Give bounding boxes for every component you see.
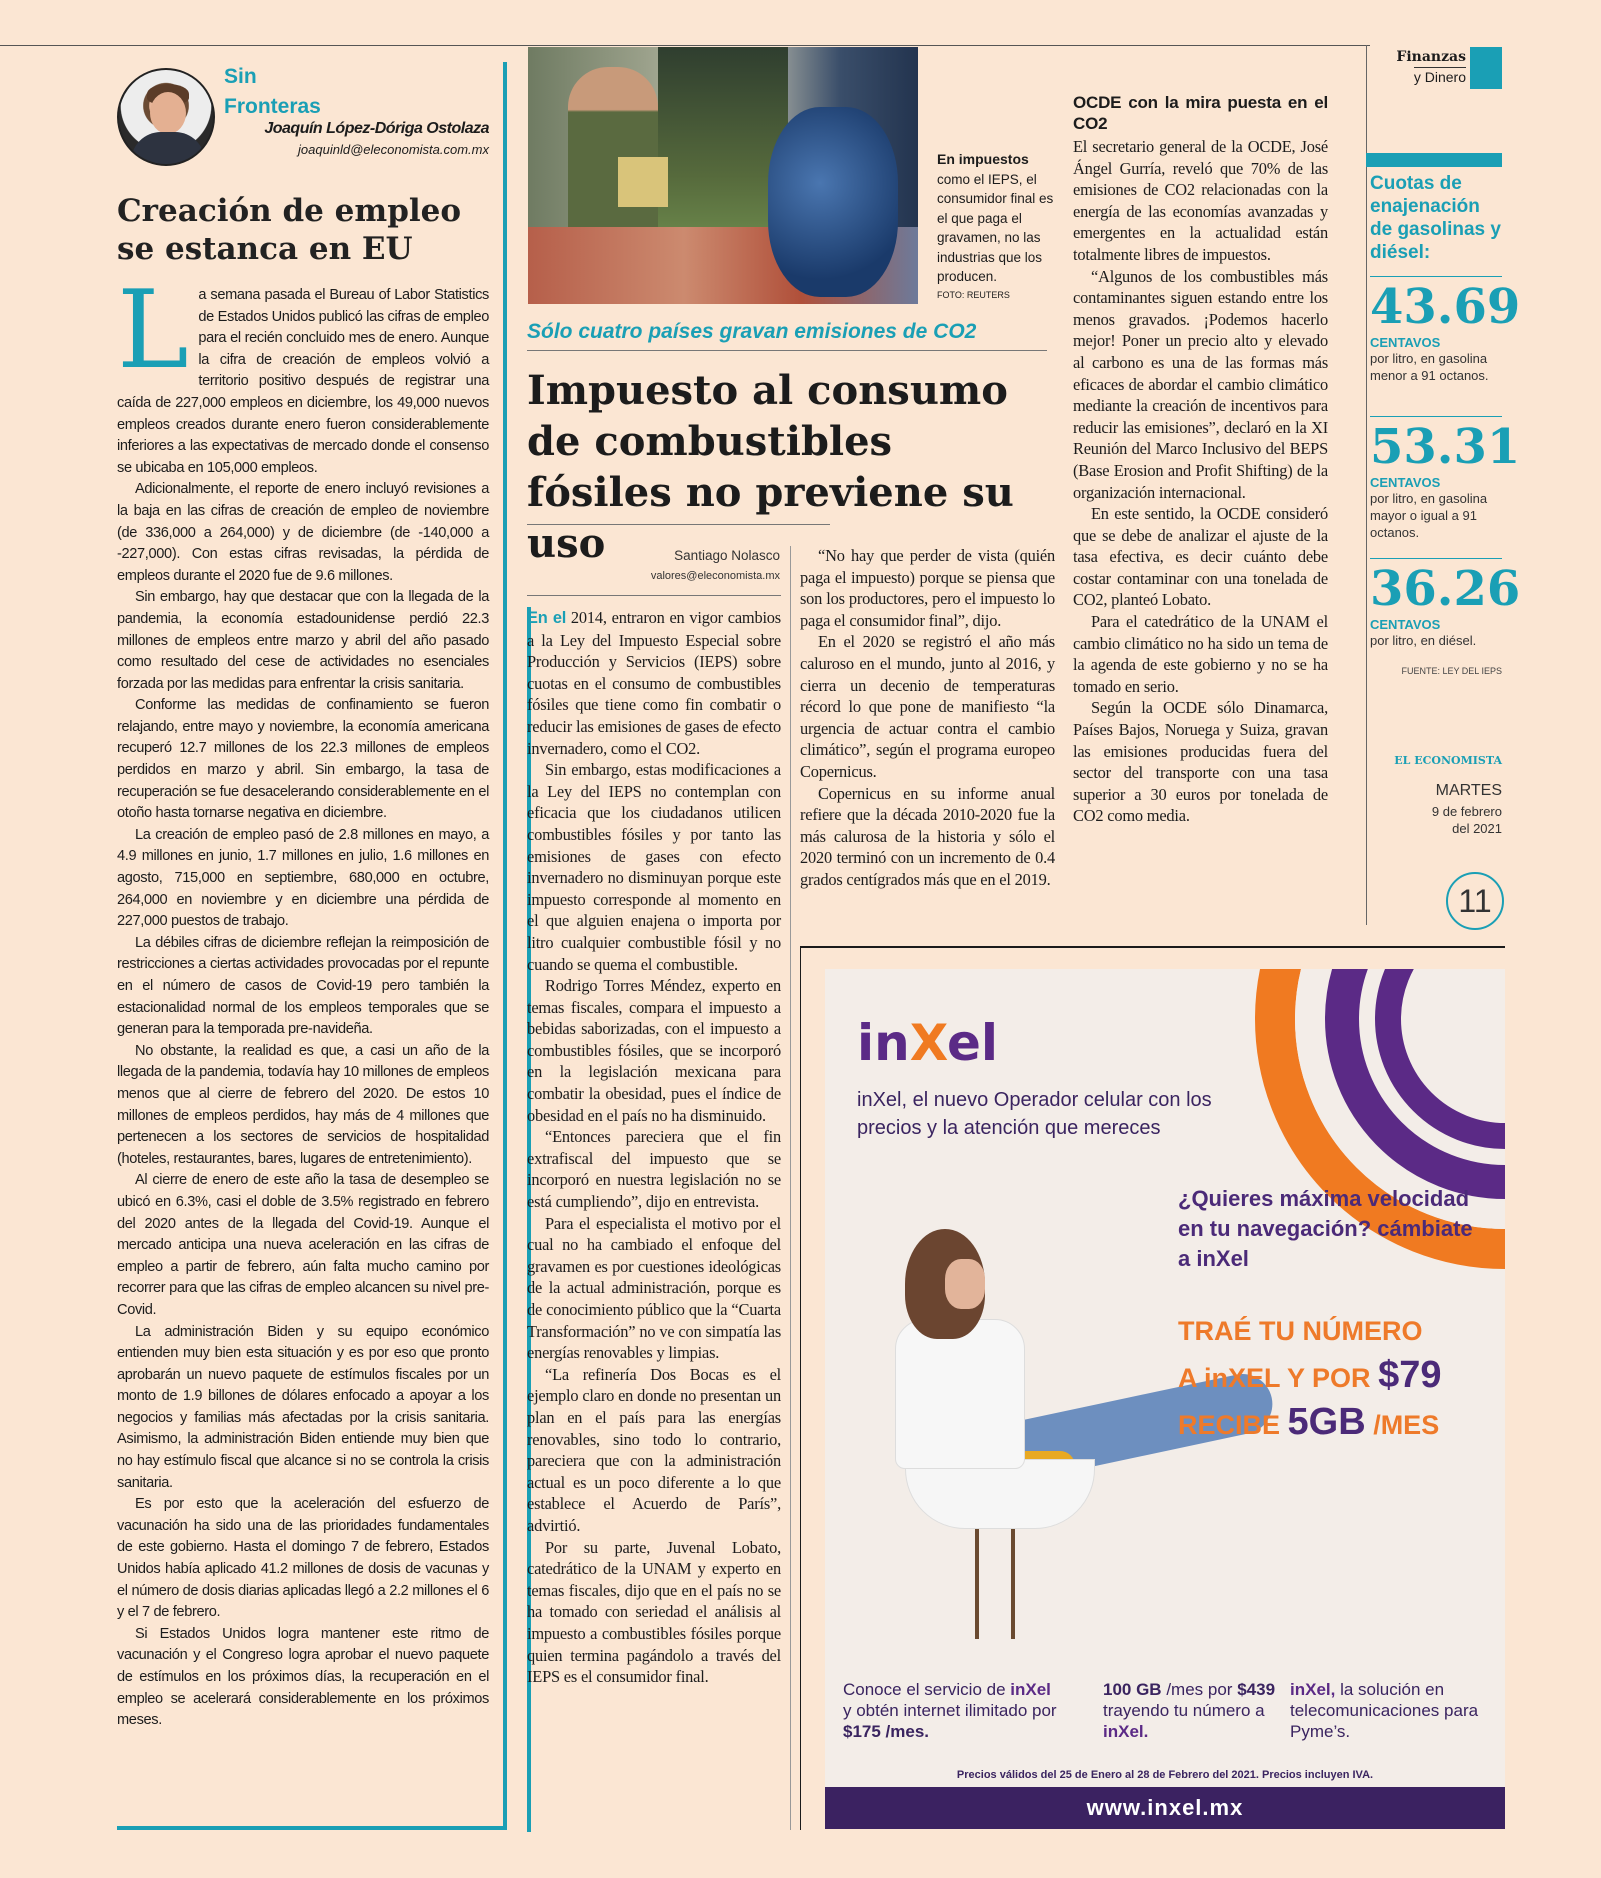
column-body <box>117 268 489 1732</box>
date-day-month: 9 de febrero <box>1431 804 1502 819</box>
column-paragraph: Adicionalmente, el reporte de enero incluyó revisiones a la baja en las cifras de creación de empleo de noviembre (de 336,000 a 264,000) y de diciembre (de -140,000 a -227,000). Con estas cifras revisadas, la pérdida de empleos durante el 2020 fue de 9.6 millones. <box>117 481 489 584</box>
section-label <box>1370 47 1502 89</box>
fee-item <box>1370 416 1521 541</box>
sidebar-accent <box>1366 153 1502 167</box>
column-paragraph: La semana pasada el Bureau of Labor Statistics de Estados Unidos publicó las cifras de empleo para el recién concluido mes de enero. Aunque la cifra de creación de empleos volvió a territorio positivo después de registrar una caída de 227,000 empleos en diciembre, los 49,000 nuevos empleos creados durante enero fueron considerablemente inferiores a las expectativas de mercado donde el consenso se ubicaba en 105,000 empleos. <box>117 268 489 476</box>
photo-credit: FOTO: REUTERS <box>937 290 1010 300</box>
section-name: Finanzas <box>1396 49 1466 65</box>
article-paragraph: En el 2020 se registró el año más caluroso en el mundo, junto al 2016, y cierra un decenio de temperaturas récord lo que pone de manifiesto “la urgencia de actuar contra el cambio climático”, según el programa europeo Copernicus. <box>800 632 1055 781</box>
ad-fine-print: Precios válidos del 25 de Enero al 28 de Febrero del 2021. Precios incluyen IVA. <box>956 1769 1374 1781</box>
column-paragraph: No obstante, la realidad es que, a casi un año de la llegada de la pandemia, todavía hay 10 millones de empleos menos que al cierre de febrero del 2020. De estos 10 millones de empleos perdidos, hay más de 4 millones que pertenecen a los sectores de servicios de hospitalidad (hoteles, restaurantes, bares, lugares de entretenimiento). <box>117 1042 489 1167</box>
byline-email[interactable]: valores@eleconomista.mx <box>650 570 780 582</box>
article-column-3 <box>1073 92 1328 827</box>
article-paragraph: Para el especialista el motivo por el cual no ha cambiado el enfoque del gravamen es por cuestiones ideológicas de la actual administración, porque es de conocimiento público que la “Cuarta Transformación” no ve con simpatía las energías renovables y limpias. <box>527 1213 781 1363</box>
ad-question: ¿Quieres máxima velocidad en tu navegación? cámbiate a inXel <box>1178 1186 1473 1271</box>
column-headline: Creación de empleo se estanca en EU <box>117 193 462 267</box>
author-avatar <box>117 68 215 166</box>
article-headline: Impuesto al consumo de combustibles fósiles no previene su uso <box>527 367 1014 567</box>
fee-value: 53.31 <box>1370 416 1502 475</box>
inxel-advertisement[interactable] <box>825 969 1505 1829</box>
ad-offer: TRAÉ TU NÚMERO A inXEL Y POR $79 RECIBE 5GB /MES <box>1178 1316 1442 1443</box>
fee-value: 36.26 <box>1370 558 1502 617</box>
column-paragraph: La administración Biden y su equipo económico entienden muy bien esta situación y es por eso que pronto aprobarán un nuevo paquete de estímulos fiscales por un monto de 1.9 billones de dólares enfocado a apoyar a los negocios y familias más afectadas por la crisis sanitaria. Asimismo, la administración Biden entiende muy bien que no hay estímulo fiscal que alcance si no se controla la crisis sanitaria. <box>117 1323 489 1491</box>
fee-desc: por litro, en gasolina mayor o igual a 91 octanos. <box>1370 491 1488 540</box>
caption-text: como el IEPS, el consumidor final es el que paga el gravamen, no las industrias que los producen. <box>937 171 1054 284</box>
dropcap: L <box>117 268 189 393</box>
fee-item <box>1370 276 1521 384</box>
article-column-2 <box>800 545 1055 891</box>
opinion-column <box>117 62 507 1830</box>
date-year: del 2021 <box>1452 821 1502 836</box>
sidebar-title: Cuotas de enajenación de gasolinas y diésel: <box>1370 173 1501 263</box>
column-paragraph: Al cierre de enero de este año la tasa de desempleo se ubicó en 6.3%, casi el doble de 3.5% registrado en febrero del 2020 antes de la llegada del Covid-19. Aunque el mercado anticipa una nueva aceleración en las cifras de empleo a partir de febrero, aún falta mucho camino por recorrer para que las cifras de empleo alcancen su nivel pre-Covid. <box>117 1172 489 1318</box>
date-line <box>1370 803 1502 837</box>
column-paragraph: Conforme las medidas de confinamiento se fueron relajando, entre mayo y noviembre, la economía americana recuperó 12.7 millones de los 22.3 millones de empleos perdidos en marzo y abril. Sin embargo, la tasa de recuperación se fue desacelerando considerablemente en el otoño hasta tornarse negativa en diciembre. <box>117 697 489 822</box>
ad-url[interactable]: www.inxel.mx <box>825 1787 1505 1829</box>
inxel-logo: inXel <box>857 1014 999 1072</box>
article-paragraph: “Entonces pareciera que el fin extrafiscal del impuesto que se incorporó en nuestra legislación no se está cumpliendo”, dijo en entrevista. <box>527 1127 781 1212</box>
article-paragraph: Para el catedrático de la UNAM el cambio climático no ha sido un tema de la agenda de este gobierno y no se ha tomado en serio. <box>1073 612 1328 696</box>
byline-rule <box>527 595 781 596</box>
column-paragraph: La débiles cifras de diciembre reflejan la reimposición de restricciones a ciertas actividades provocadas por el repunte en el número de casos de Covid-19 pero también la estacionalidad normal de los empleos temporales que se generan para la temporada pre-navideña. <box>117 934 489 1038</box>
column-name: Sin Fronteras <box>224 65 321 118</box>
ad-offer-pyme: inXel, la solución en telecomunicaciones para Pyme’s. <box>1290 1680 1479 1741</box>
newspaper-name: EL ECONOMISTA <box>1394 754 1502 767</box>
column-paragraph: Si Estados Unidos logra mantener este ritmo de vacunación y el Congreso logra aprobar el nuevo paquete de estímulos en los próximos días, la recuperación en el empleo se acelerará considerablemente en los próximos meses. <box>117 1625 489 1729</box>
caption-title: En impuestos <box>937 151 1029 167</box>
article-kicker: Sólo cuatro países gravan emisiones de CO2 <box>527 320 1047 351</box>
article-paragraph: Rodrigo Torres Méndez, experto en temas fiscales, compara el impuesto a bebidas saborizadas, con el impuesto a combustibles fósiles, que se incorporó en la legislación mexicana para combatir la obesidad, pues el índice de obesidad en el país no ha disminuido. <box>527 976 781 1125</box>
column-paragraph: Sin embargo, hay que destacar que con la llegada de la pandemia, la economía estadounidense perdió 22.3 millones de empleos entre marzo y abril del año pasado como resultado del cese de actividades no esenciales forzada por las medidas para enfrentar la crisis sanitaria. <box>117 589 489 692</box>
article-paragraph: “La refinería Dos Bocas es el ejemplo claro en donde no presentan un plan en el país para las energías renovables, sino todo lo contrario, pareciera que con la administración actual es un poco diferente a lo que establece el Acuerdo de París”, advirtió. <box>527 1364 781 1535</box>
headline-rule <box>527 524 830 525</box>
article-paragraph: En el 2014, entraron en vigor cambios a la Ley del Impuesto Especial sobre Producción y Servicios (IEPS) sobre cuotas en el consumo de combustibles fósiles que tiene como fin combatir o reducir las emisiones de gases de efecto invernadero, como el CO2. <box>527 608 781 758</box>
article-paragraph: Copernicus en su informe anual refiere que la década 2010-2020 fue la más calurosa de la historia y sólo el 2020 terminó con un incremento de 0.4 grados centígrados más que en el 2019. <box>800 783 1055 889</box>
fee-desc: por litro, en diésel. <box>1370 633 1477 648</box>
section-tab <box>1470 47 1502 89</box>
fee-item <box>1370 558 1521 649</box>
fee-unit: CENTAVOS <box>1370 617 1441 632</box>
column-email[interactable]: joaquinld@eleconomista.com.mx <box>298 142 489 157</box>
fuel-station-photo <box>528 47 918 304</box>
ad-offer-internet: Conoce el servicio de inXel y obtén internet ilimitado por $175 /mes. <box>843 1680 1057 1741</box>
top-rule <box>0 45 1370 46</box>
lead-in: En el <box>527 609 567 627</box>
article-paragraph: En este sentido, la OCDE consideró que se debe de analizar el ajuste de la tasa efectiva, es decir cuánto debe costar contaminar con una tonelada de CO2, planteó Lobato. <box>1073 504 1328 610</box>
article-subhead: OCDE con la mira puesta en el CO2 <box>1073 93 1328 133</box>
fee-value: 43.69 <box>1370 276 1502 335</box>
column-author: Joaquín López-Dóriga Ostolaza <box>264 120 489 137</box>
column-divider <box>790 546 791 1830</box>
column-paragraph: La creación de empleo pasó de 2.8 millones en mayo, a 4.9 millones en junio, 1.7 millones en julio, 1.6 millones en agosto, 715,000 en septiembre, 680,000 en octubre, 264,000 en noviembre y en diciembre una pérdida de 227,000 puestos de trabajo. <box>117 826 489 930</box>
article-byline <box>600 546 780 586</box>
date-weekday: MARTES <box>1435 782 1502 799</box>
column-paragraph: Es por esto que la aceleración del esfuerzo de vacunación ha sido una de las prioridades fundamentales de este gobierno. Hasta el domingo 7 de febrero, Estados Unidos había aplicado 41.2 millones de dosis de vacunas y el número de dosis diarias aplicadas llegó a 2.2 millones el 6 y el 7 de febrero. <box>117 1496 489 1621</box>
article-paragraph: Sin embargo, estas modificaciones a la Ley del IEPS no contemplan con eficacia que los ciudadanos utilicen combustibles fósiles y por tanto las emisiones de gases con efecto invernadero no disminuyan porque este impuesto corresponde al momento en el que alguien enajena o importa por litro cualquier combustible fósil y no cuando se quema el combustible. <box>527 760 781 974</box>
photo-caption <box>937 150 1057 287</box>
article-paragraph: Por su parte, Juvenal Lobato, catedrático de la UNAM y experto en temas fiscales, dijo que en el país no se ha tomado con seriedad el análisis al impuesto a combustibles fósiles porque quien termina pagándolo a través del IEPS es el consumidor final. <box>527 1537 781 1687</box>
fee-desc: por litro, en gasolina menor a 91 octanos. <box>1370 351 1489 383</box>
sidebar-divider <box>1366 45 1367 925</box>
article-paragraph: Según la OCDE sólo Dinamarca, Países Bajos, Noruega y Suiza, gravan las emisiones producidas fuera del sector del transporte con una tasa superior a 30 euros por tonelada de CO2 como media. <box>1073 698 1328 826</box>
page-number: 11 <box>1446 872 1504 930</box>
article-paragraph: “No hay que perder de vista (quién paga el impuesto) porque se piensa que son los productores, pero el impuesto lo paga el consumidor final”, dijo. <box>800 546 1055 630</box>
article-paragraph: El secretario general de la OCDE, José Ángel Gurría, reveló que 70% de las emisiones de CO2 relacionadas con la energía de las economías avanzadas y emergentes en la actualidad están totalmente libres de impuestos. <box>1073 137 1328 264</box>
article-paragraph: “Algunos de los combustibles más contaminantes siguen estando entre los menos gravados. ¡Podemos hacerlo mejor! Poner un precio alto y elevado al carbono es una de las formas más eficaces de abordar el cambio climático mediante la creación de incentivos para reducir las emisiones”, declaró en la XI Reunión del Marco Inclusivo del BEPS (Base Erosion and Profit Shifting) de la organización internacional. <box>1073 266 1328 502</box>
fee-unit: CENTAVOS <box>1370 475 1441 490</box>
fee-unit: CENTAVOS <box>1370 335 1441 350</box>
section-sub: y Dinero <box>1413 69 1466 85</box>
sidebar-source: FUENTE: LEY DEL IEPS <box>1401 666 1502 676</box>
byline-author: Santiago Nolasco <box>674 548 780 563</box>
ad-tagline: inXel, el nuevo Operador celular con los precios y la atención que mereces <box>857 1089 1212 1139</box>
ad-offer-100gb: 100 GB /mes por $439 trayendo tu número a inXel. <box>1103 1680 1276 1741</box>
article-column-1 <box>527 607 781 1832</box>
